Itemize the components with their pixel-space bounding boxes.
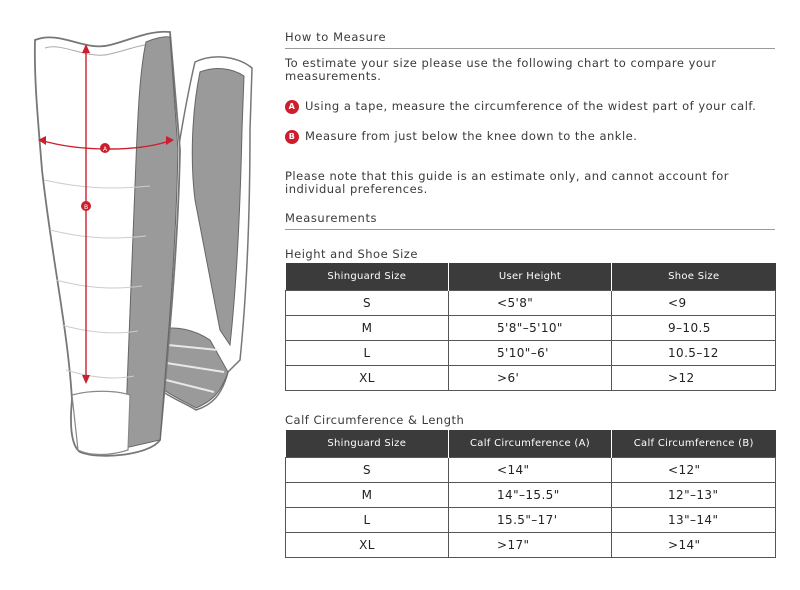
- height-cell: <5'8": [449, 291, 612, 316]
- calf-length-title: Calf Circumference & Length: [285, 413, 465, 427]
- step-a-badge: A: [285, 100, 299, 114]
- column-header: Shinguard Size: [286, 430, 449, 458]
- step-b-text: Measure from just below the knee down to the ankle.: [305, 129, 638, 143]
- calf-b-cell: 13"–14": [612, 508, 776, 533]
- step-b: [285, 130, 775, 146]
- height-cell: 5'8"–5'10": [449, 316, 612, 341]
- size-cell: L: [286, 341, 449, 366]
- intro-text: To estimate your size please use the following chart to compare your measurements.: [285, 56, 717, 83]
- calf-a-cell: 14"–15.5": [449, 483, 612, 508]
- shoe-size-cell: >12: [612, 366, 776, 391]
- calf-a-cell: <14": [449, 458, 612, 483]
- column-header: Shinguard Size: [286, 263, 449, 291]
- size-cell: M: [286, 483, 449, 508]
- size-cell: M: [286, 316, 449, 341]
- front-shinguard: [35, 32, 180, 456]
- size-cell: XL: [286, 366, 449, 391]
- column-header: Calf Circumference (B): [612, 430, 776, 458]
- calf-a-cell: 15.5"–17': [449, 508, 612, 533]
- calf-b-cell: 12"–13": [612, 483, 776, 508]
- size-cell: L: [286, 508, 449, 533]
- table-row: [286, 458, 776, 483]
- table-row: [286, 341, 776, 366]
- calf-b-cell: <12": [612, 458, 776, 483]
- column-header: Shoe Size: [612, 263, 776, 291]
- table-row: [286, 508, 776, 533]
- how-to-measure-heading: How to Measure: [285, 30, 775, 49]
- step-a-text: Using a tape, measure the circumference of the widest part of your calf.: [305, 99, 757, 113]
- marker-a-label: A: [102, 146, 108, 153]
- height-shoe-table: [285, 263, 776, 391]
- table-row: [286, 533, 776, 558]
- shoe-size-cell: <9: [612, 291, 776, 316]
- table-header-row: [286, 263, 776, 291]
- shoe-size-cell: 10.5–12: [612, 341, 776, 366]
- size-cell: S: [286, 291, 449, 316]
- marker-b-label: B: [83, 204, 89, 211]
- table-row: [286, 316, 776, 341]
- column-header: User Height: [449, 263, 612, 291]
- column-header: Calf Circumference (A): [449, 430, 612, 458]
- calf-b-cell: >14": [612, 533, 776, 558]
- step-b-badge: B: [285, 130, 299, 144]
- size-cell: XL: [286, 533, 449, 558]
- table-header-row: [286, 430, 776, 458]
- table-row: [286, 483, 776, 508]
- estimate-note: Please note that this guide is an estimate only, and cannot account for individual preferences.: [285, 169, 729, 196]
- size-cell: S: [286, 458, 449, 483]
- step-a: [285, 100, 775, 128]
- table-row: [286, 291, 776, 316]
- height-shoe-title: Height and Shoe Size: [285, 247, 418, 261]
- height-cell: 5'10"–6': [449, 341, 612, 366]
- calf-a-cell: >17": [449, 533, 612, 558]
- table-row: [286, 366, 776, 391]
- shoe-size-cell: 9–10.5: [612, 316, 776, 341]
- shinguard-illustration: [0, 0, 280, 590]
- height-cell: >6': [449, 366, 612, 391]
- calf-length-table: [285, 430, 776, 558]
- measurements-heading: Measurements: [285, 211, 775, 230]
